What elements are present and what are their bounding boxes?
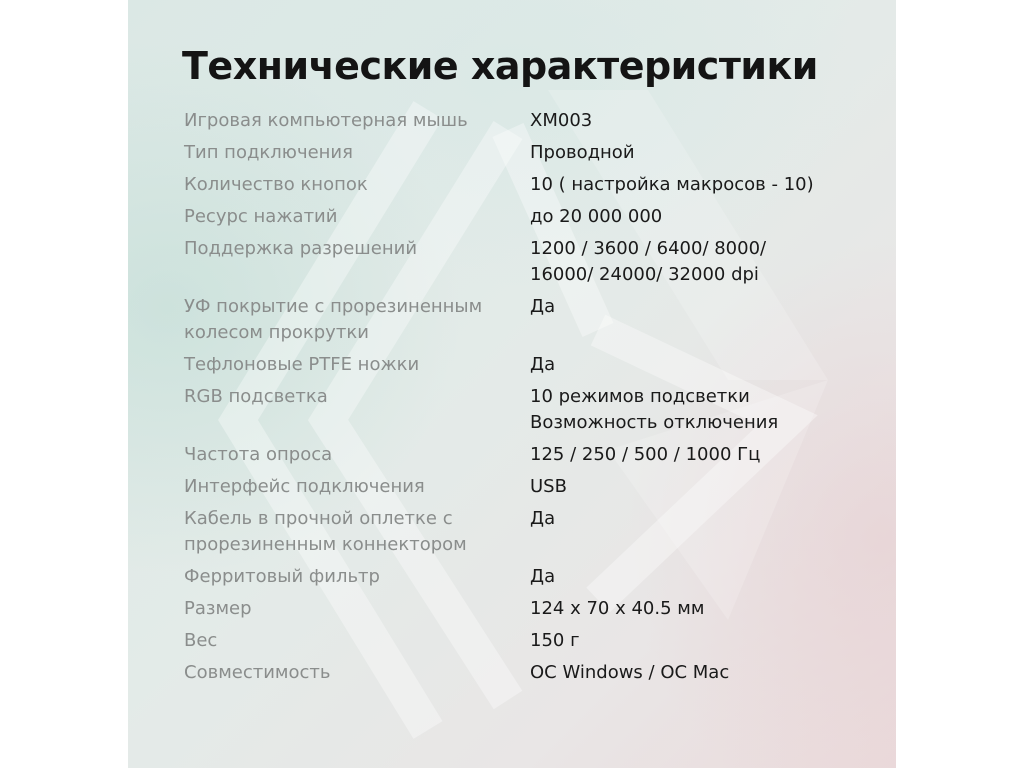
spec-card: [128, 0, 896, 768]
spec-row: [184, 172, 874, 198]
spec-label: Тип подключения: [184, 142, 353, 163]
spec-label: Количество кнопок: [184, 174, 368, 195]
spec-value: до 20 000 000: [530, 206, 663, 227]
spec-row: [184, 628, 874, 654]
spec-label: Ресурс нажатий: [184, 206, 338, 227]
spec-label: Размер: [184, 598, 252, 619]
spec-value: USB: [530, 476, 567, 497]
spec-value: 1200 / 3600 / 6400/ 8000/ 16000/ 24000/ 32000 dpi: [530, 238, 767, 285]
spec-row: [184, 474, 874, 500]
spec-row: [184, 236, 874, 288]
spec-label: Ферритовый фильтр: [184, 566, 380, 587]
spec-row: [184, 564, 874, 590]
spec-value: Да: [530, 354, 556, 375]
spec-label: Интерфейс подключения: [184, 476, 425, 497]
spec-row: [184, 596, 874, 622]
spec-value: Проводной: [530, 142, 635, 163]
spec-value: Да: [530, 296, 556, 317]
spec-label: Совместимость: [184, 662, 331, 683]
spec-row: [184, 352, 874, 378]
spec-row: [184, 140, 874, 166]
spec-table: [184, 108, 874, 692]
spec-value: 150 г: [530, 630, 580, 651]
page-title: Технические характеристики: [182, 44, 818, 88]
spec-label: Тефлоновые PTFE ножки: [184, 354, 420, 375]
spec-row: [184, 506, 874, 558]
spec-value: XM003: [530, 110, 593, 131]
spec-value: 10 режимов подсветки Возможность отключения: [530, 386, 779, 433]
spec-label: Кабель в прочной оплетке с прорезиненным коннектором: [184, 508, 467, 555]
spec-label: Поддержка разрешений: [184, 238, 418, 259]
spec-label: УФ покрытие с прорезиненным колесом прокрутки: [184, 296, 483, 343]
spec-row: [184, 660, 874, 686]
spec-label: Частота опроса: [184, 444, 333, 465]
spec-label: RGB подсветка: [184, 386, 328, 407]
spec-value: 10 ( настройка макросов - 10): [530, 174, 814, 195]
spec-label: Игровая компьютерная мышь: [184, 110, 468, 131]
spec-label: Вес: [184, 630, 218, 651]
spec-value: 125 / 250 / 500 / 1000 Гц: [530, 444, 761, 465]
spec-row: [184, 294, 874, 346]
spec-row: [184, 384, 874, 436]
spec-value: Да: [530, 508, 556, 529]
spec-row: [184, 204, 874, 230]
spec-row: [184, 108, 874, 134]
spec-value: ОС Windows / ОС Mac: [530, 662, 730, 683]
spec-value: 124 x 70 x 40.5 мм: [530, 598, 705, 619]
spec-row: [184, 442, 874, 468]
spec-value: Да: [530, 566, 556, 587]
